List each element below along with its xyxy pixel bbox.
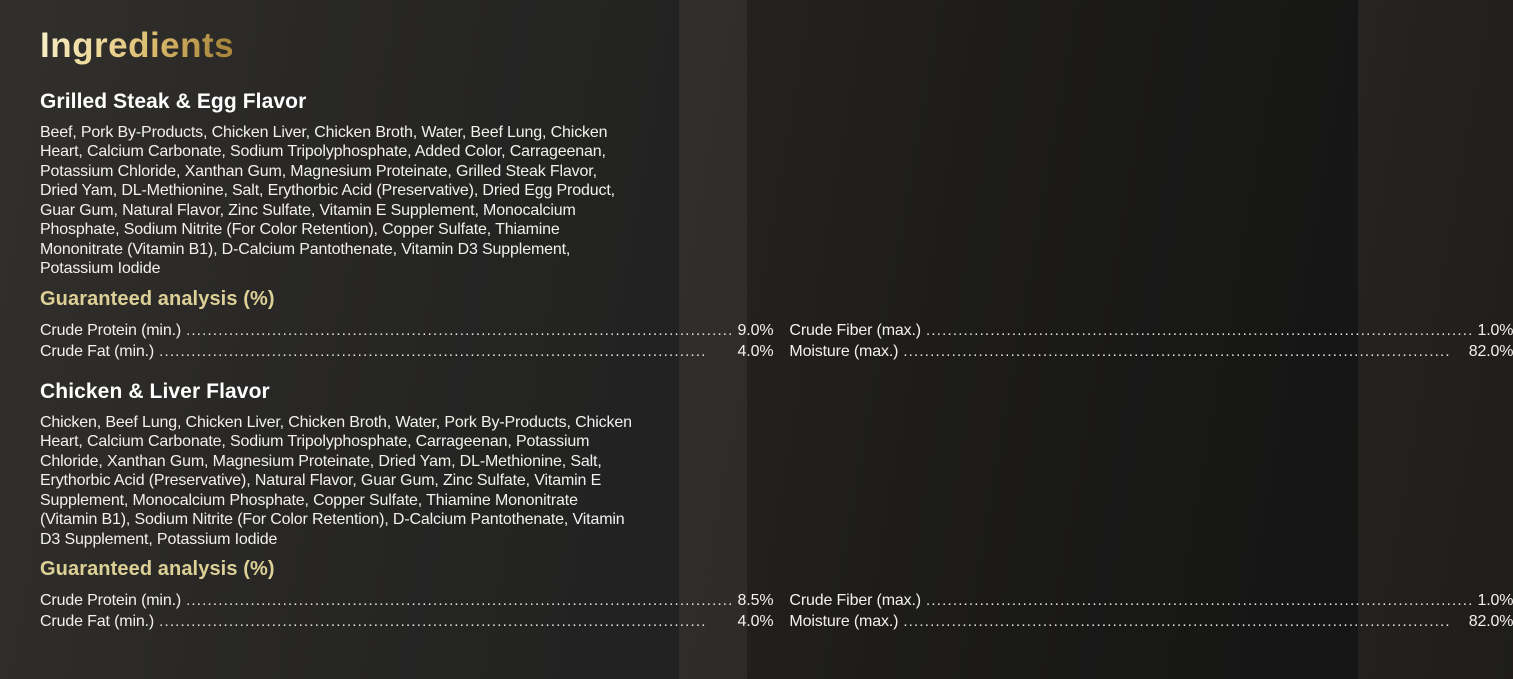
analysis-label: Crude Fat (min.): [40, 613, 155, 630]
guaranteed-analysis-heading: Guaranteed analysis (%): [40, 287, 275, 310]
analysis-label: Crude Protein (min.): [40, 321, 182, 339]
analysis-row-crude-protein: [40, 590, 773, 611]
guaranteed-analysis-table: [40, 320, 1513, 362]
analysis-value: 1.0%: [1477, 592, 1513, 609]
analysis-value: 1.0%: [1477, 321, 1513, 339]
ingredients-list: Chicken, Beef Lung, Chicken Liver, Chicken Broth, Water, Pork By-Products, Chicken Heart, Calcium Carbonate, Sodium Tripolyphosphate, Carrageenan, Potassium Chloride, Xanthan Gum, Magnesium Proteinate, Dried Yam, DL-Methionine, Salt, Erythorbic Acid (Preservative), Natural Flavor, Guar Gum, Zinc Sulfate, Vitamin E Supplement, Monocalcium Phosphate, Copper Sulfate, Thiamine Mononitrate (Vitamin B1), Sodium Nitrite (For Color Retention), D-Calcium Pantothenate, Vitamin D3 Supplement, Potassium Iodide: [40, 413, 632, 548]
analysis-value: 9.0%: [737, 321, 774, 339]
analysis-value: 4.0%: [737, 342, 774, 360]
dot-leader: [159, 611, 733, 632]
dot-leader: [903, 341, 1464, 362]
analysis-row-moisture: [789, 611, 1513, 632]
guaranteed-analysis-heading: Guaranteed analysis (%): [40, 558, 275, 580]
analysis-row-crude-protein: [40, 320, 773, 341]
analysis-value: 82.0%: [1468, 613, 1513, 630]
flavor-section-grilled-steak-egg: [40, 89, 1513, 362]
dot-leader: [903, 611, 1464, 632]
guaranteed-analysis-table: [40, 590, 1513, 632]
analysis-value: 4.0%: [737, 613, 774, 630]
analysis-row-crude-fiber: [789, 320, 1513, 341]
analysis-label: Moisture (max.): [789, 613, 899, 630]
ingredients-list: Beef, Pork By-Products, Chicken Liver, Chicken Broth, Water, Beef Lung, Chicken Heart, Calcium Carbonate, Sodium Tripolyphosphate, Added Color, Carrageenan, Potassium Chloride, Xanthan Gum, Magnesium Proteinate, Grilled Steak Flavor, Dried Yam, DL-Methionine, Salt, Erythorbic Acid (Preservative), Dried Egg Product, Guar Gum, Natural Flavor, Zinc Sulfate, Vitamin E Supplement, Monocalcium Phosphate, Sodium Nitrite (For Color Retention), Copper Sulfate, Thiamine Mononitrate (Vitamin B1), D-Calcium Pantothenate, Vitamin D3 Supplement, Potassium Iodide: [40, 123, 615, 277]
flavor-section-chicken-liver: [40, 379, 1513, 633]
dot-leader: [186, 590, 733, 611]
analysis-label: Moisture (max.): [789, 342, 899, 360]
analysis-row-moisture: [789, 341, 1513, 362]
dot-leader: [926, 590, 1473, 611]
analysis-label: Crude Fiber (max.): [789, 592, 921, 609]
analysis-row-crude-fiber: [789, 590, 1513, 611]
analysis-label: Crude Fat (min.): [40, 342, 155, 360]
ingredients-panel: [40, 26, 1513, 650]
analysis-value: 82.0%: [1468, 342, 1513, 360]
analysis-row-crude-fat: [40, 341, 773, 362]
analysis-label: Crude Fiber (max.): [789, 321, 921, 339]
dot-leader: [159, 341, 733, 362]
page-title: Ingredients: [40, 26, 235, 65]
analysis-row-crude-fat: [40, 611, 773, 632]
flavor-heading: Grilled Steak & Egg Flavor: [40, 89, 307, 113]
flavor-heading: Chicken & Liver Flavor: [40, 379, 270, 403]
dot-leader: [926, 320, 1473, 341]
analysis-label: Crude Protein (min.): [40, 592, 182, 609]
analysis-value: 8.5%: [737, 592, 774, 609]
dot-leader: [186, 320, 733, 341]
